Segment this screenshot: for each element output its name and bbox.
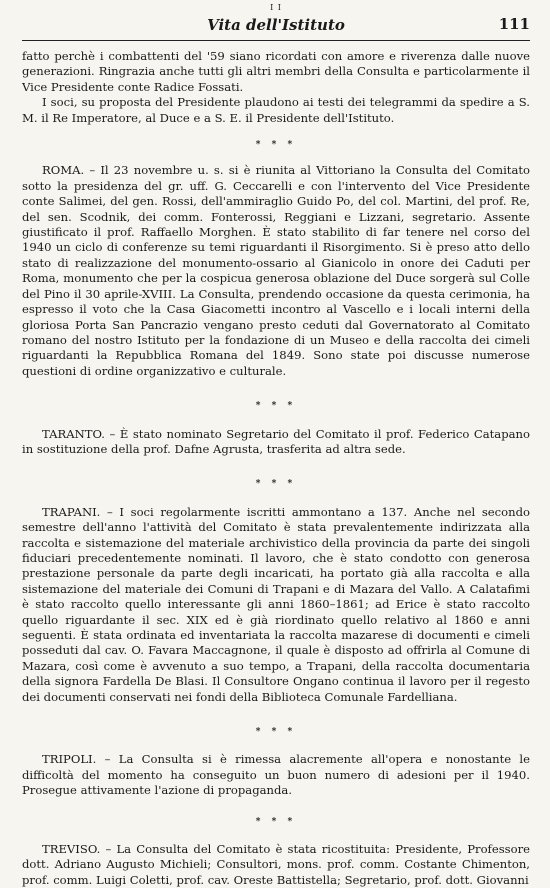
section-heading: TREVISO. [42, 842, 101, 857]
section-taranto [22, 427, 530, 458]
running-head-marks: I I [270, 3, 282, 12]
section-body: – È stato nominato Segretario del Comitato il prof. Federico Catapano in sostituzione della prof. Dafne Agrusta, trasferita ad altra sede. [22, 426, 530, 456]
page-number: 111 [498, 15, 530, 33]
book-page [22, 0, 530, 888]
section-heading: TRIPOLI. [42, 752, 97, 767]
section-body: – Il 23 novembre u. s. si è riunita al Vittoriano la Consulta del Comitato sotto la presidenza del gr. uff. G. Ceccarelli e con l'intervento del Vice Presidente conte Salimei, del gen. Rossi, dell'ammiraglio Guido Po, del col. Martini, del prof. Re, del sen. Scodnik, dei comm. Fonterossi, Reggiani e Lizzani, segretario. Assente giustificato il prof. Raffaello Morghen. È stato stabilito di far tenere nel corso del 1940 un ciclo di conferenze su temi riguardanti il Risorgimento. Si è preso atto dello stato di realizzazione del monumento-ossario al Gianicolo in onore dei Caduti per Roma, monumento che per la cospicua generosa oblazione del Duce sorgerà sul Colle del Pino il 30 aprile-XVIII. La Consulta, prendendo occasione da questa cerimonia, ha espresso il voto che la Casa Giacometti incontro al Vascello e i locali interni della gloriosa Porta San Pancrazio vengano presto ceduti dal Governatorato al Comitato romano del nostro Istituto per la fondazione di un Museo e della raccolta dei cimeli riguardanti la Repubblica Romana del 1849. Sono state poi discusse numerose questioni di ordine organizzativo e culturale. [22, 163, 530, 378]
section-treviso [22, 842, 530, 888]
running-head [22, 3, 530, 41]
section-separator: * * * [255, 140, 297, 151]
section-separator: * * * [255, 727, 297, 738]
section-body: – I soci regolarmente iscritti ammontano a 137. Anche nel secondo semestre dell'anno l'attività del Comitato è stata prevalentemente indirizzata alla raccolta e sistemazione del materiale archivistico della provincia da parte dei singoli fiduciari precedentemente nominati. Il lavoro, che è stato condotto con generosa prestazione personale da parte degli incaricati, ha portato già alla raccolta e alla sistemazione del materiale dei Comuni di Trapani e di Mazara del Vallo. A Calatafimi è stato raccolto quello interessante gli anni 1860–1861; ad Erice è stato raccolto quello riguardante il sec. XIX ed è già riordinato quello relativo al 1860 e anni seguenti. È stata ordinata ed inventariata la raccolta mazarese di documenti e cimeli posseduti dal cav. O. Favara Maccagnone, il quale è disposto ad offrirla al Comune di Mazara, così come è avvenuto a suo tempo, a Trapani, della raccolta documentaria della signora Fardella De Blasi. Il Consultore Ongano continua il lavoro per il regesto dei documenti conservati nei fondi della Biblioteca Comunale Fardelliana. [22, 504, 530, 704]
section-body: – La Consulta del Comitato è stata ricostituita: Presidente, Professore dott. Adriano Augusto Michieli; Consultori, mons. prof. comm. Costante Chimenton, prof. comm. Luigi Coletti, prof. cav. Oreste Battistella; Segretario, prof. dott. Giovanni [22, 842, 530, 887]
section-roma [22, 163, 530, 379]
section-trapani [22, 505, 530, 705]
section-heading: ROMA. [42, 163, 85, 178]
section-separator: * * * [255, 816, 297, 827]
section-heading: TARANTO. [42, 426, 105, 441]
section-separator: * * * [255, 479, 297, 490]
section-separator: * * * [255, 401, 297, 412]
page-text [22, 49, 530, 888]
paragraph-continuation: fatto perchè i combattenti del '59 siano ricordati con amore e riverenza dalle nuove generazioni. Ringrazia anche tutti gli altri membri della Consulta e particolarmente il Vice Presidente conte Radice Fossati. [22, 49, 530, 94]
section-tripoli [22, 752, 530, 798]
section-body: – La Consulta si è rimessa alacremente all'opera e nonostante le difficoltà del momento ha conseguito un buon numero di adesioni per il 1940. Prosegue attivamente l'azione di propaganda. [22, 752, 530, 798]
section-heading: TRAPANI. [42, 504, 101, 519]
paragraph-telegrams: I soci, su proposta del Presidente plaudono ai testi dei telegrammi da spedire a S. M. il Re Imperatore, al Duce e a S. E. il Presidente dell'Istituto. [22, 95, 530, 125]
running-head-title: Vita dell'Istituto [207, 16, 345, 34]
